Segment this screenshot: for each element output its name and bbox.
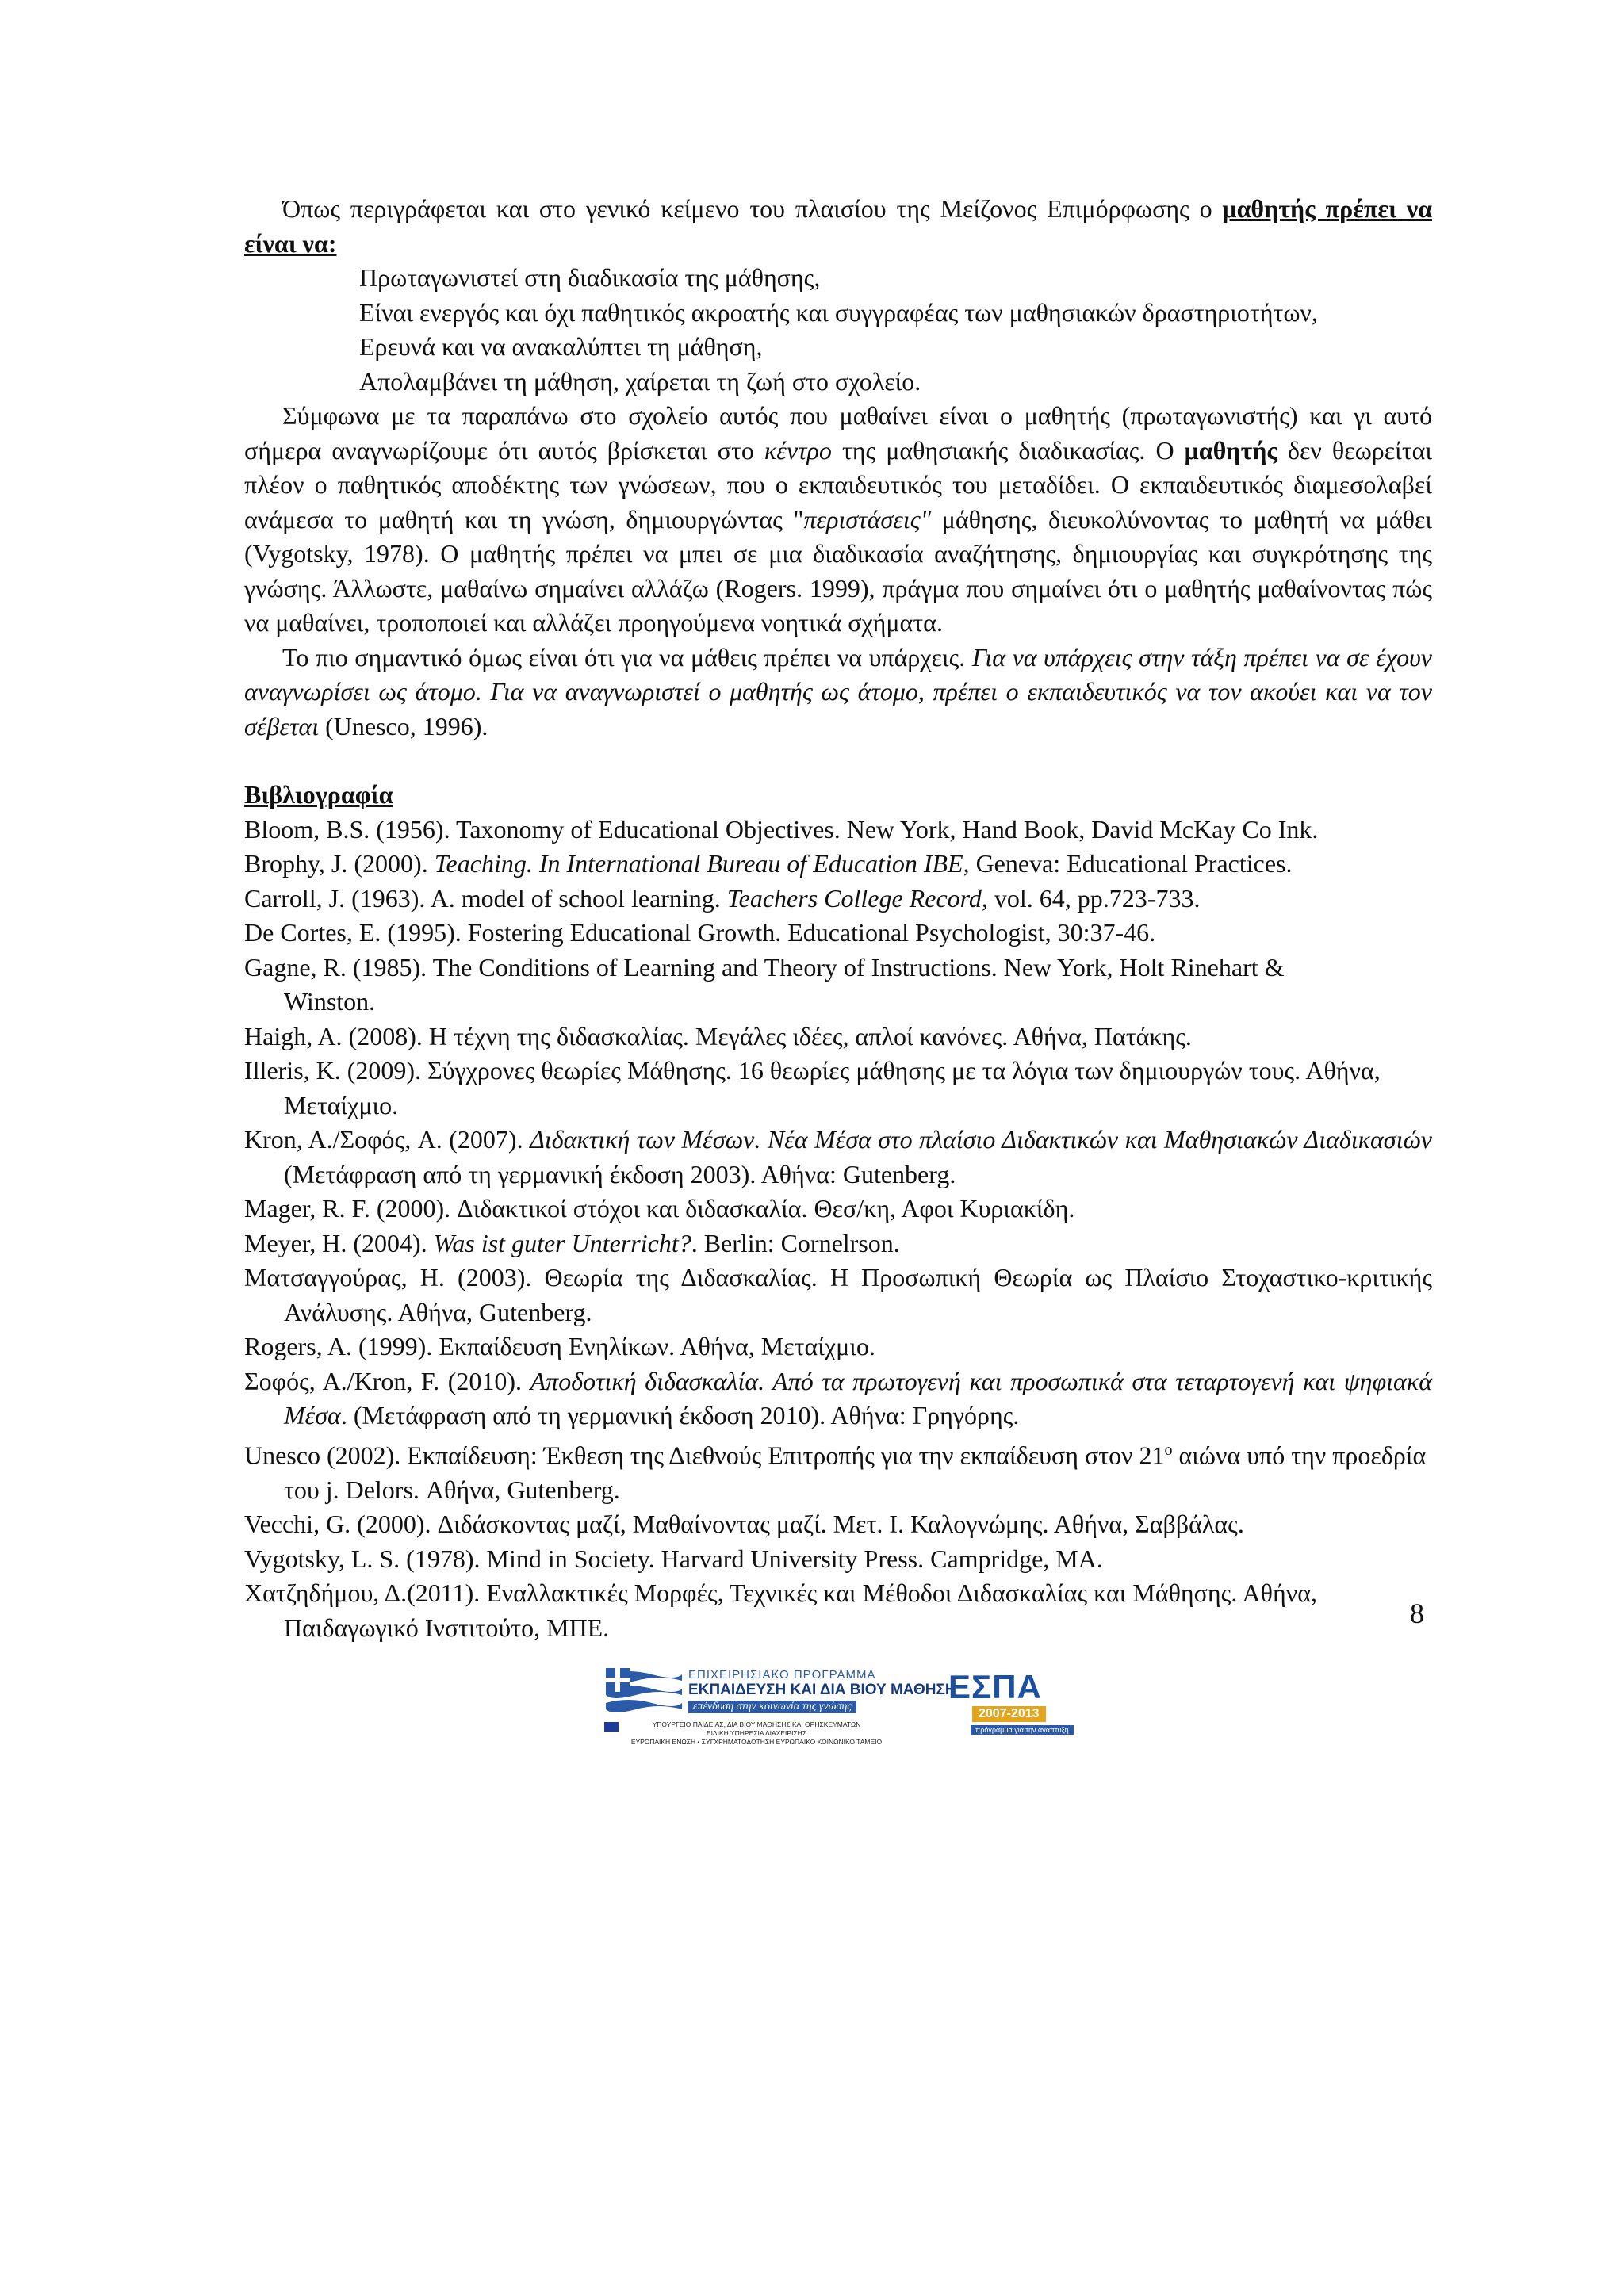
list-item: Είναι ενεργός και όχι παθητικός ακροατής και συγγραφέας των μαθησιακών δραστηριοτήτων, bbox=[359, 297, 1318, 327]
list-item: Πρωταγωνιστεί στη διαδικασία της μάθησης, bbox=[359, 263, 821, 292]
reference-item: Ματσαγγούρας, Η. (2003). Θεωρία της Διδασκαλίας. Η Προσωπική Θεωρία ως Πλαίσιο Στοχαστικο-κριτικής Ανάλυσης. Αθήνα, Gutenberg. bbox=[244, 1263, 1432, 1326]
reference-item bbox=[244, 882, 1432, 916]
reference-item: Gagne, R. (1985). The Conditions of Learning and Theory of Instructions. New York, Holt Rinehart & Winston. bbox=[244, 952, 1285, 1016]
reference-item bbox=[244, 847, 1432, 882]
reference-item: Vecchi, G. (2000). Διδάσκοντας μαζί, Μαθαίνοντας μαζί. Μετ. Ι. Καλογνώμης. Αθήνα, Σαββάλας. bbox=[244, 1510, 1244, 1539]
text-run: της μαθησιακής διαδικασίας. Ο bbox=[831, 435, 1185, 465]
superscript: ο bbox=[1164, 1441, 1173, 1459]
text-run: , Geneva: Educational Practices. bbox=[963, 849, 1293, 878]
text-run: Brophy, J. (2000). bbox=[244, 849, 435, 878]
reference-item bbox=[244, 1433, 1432, 1508]
espa-years: 2007-2013 bbox=[972, 1706, 1046, 1722]
sponsor-line: ΕΙΔΙΚΗ ΥΠΗΡΕΣΙΑ ΔΙΑΧΕΙΡΙΣΗΣ bbox=[706, 1729, 807, 1737]
program-label: ΕΠΙΧΕΙΡΗΣΙΑΚΟ ΠΡΟΓΡΑΜΜΑ bbox=[688, 1668, 876, 1682]
text-run: Unesco (2002). Εκπαίδευση: Έκθεση της Διεθνούς Επιτροπής για την εκπαίδευση στον 21 bbox=[244, 1441, 1165, 1470]
eu-flag-icon bbox=[604, 1722, 619, 1732]
text-run: (Unesco, 1996). bbox=[319, 711, 488, 740]
text-run: Carroll, J. (1963). A. model of school learning. bbox=[244, 883, 727, 913]
greek-wave-flag-icon bbox=[604, 1668, 684, 1717]
program-sponsors bbox=[622, 1720, 891, 1747]
reference-item: Illeris, K. (2009). Σύγχρονες θεωρίες Μάθησης. 16 θεωρίες μάθησης με τα λόγια των δημιουργών τους. Αθήνα, Μεταίχμιο. bbox=[244, 1056, 1381, 1119]
sponsor-line: ΕΥΡΩΠΑΪΚΗ ΕΝΩΣΗ • ΣΥΓΧΡΗΜΑΤΟΔΟΤΗΣΗ ΕΥΡΩΠΑΪΚΟ ΚΟΙΝΩΝΙΚΟ ΤΑΜΕΙΟ bbox=[630, 1738, 883, 1746]
text-run: (Μετάφραση από τη γερμανική έκδοση 2003). Αθήνα: Gutenberg. bbox=[284, 1159, 956, 1188]
bibliography-list bbox=[244, 813, 1432, 1646]
bibliography-heading: Βιβλιογραφία bbox=[244, 780, 393, 809]
reference-item: Χατζηδήμου, Δ.(2011). Εναλλακτικές Μορφές, Τεχνικές και Μέθοδοι Διδασκαλίας και Μάθησης. Αθήνα, Παιδαγωγικό Ινστιτούτο, ΜΠΕ. bbox=[244, 1578, 1317, 1642]
program-title: ΕΚΠΑΙΔΕΥΣΗ ΚΑΙ ΔΙΑ ΒΙΟΥ ΜΑΘΗΣΗ bbox=[688, 1682, 956, 1698]
italic-run: Διδακτική των Μέσων. Νέα Μέσα στο πλαίσιο Διδακτικών και Μαθησιακών Διαδικασιών bbox=[530, 1125, 1433, 1154]
bold-run: μαθητής bbox=[1184, 435, 1277, 465]
body-text bbox=[244, 192, 1432, 1645]
text-run: Σύμφωνα με τα παραπάνω στο σχολείο αυτός που μαθαίνει είναι ο μαθητής (πρωταγωνιστής) και γι αυτό σήμερα αναγνωρίζουμε ότι αυτός βρίσκεται στο bbox=[244, 401, 1432, 465]
page-number: 8 bbox=[1410, 1598, 1424, 1629]
sponsor-line: ΥΠΟΥΡΓΕΙΟ ΠΑΙΔΕΙΑΣ, ΔΙΑ ΒΙΟΥ ΜΑΘΗΣΗΣ ΚΑΙ ΘΡΗΣΚΕΥΜΑΤΩΝ bbox=[652, 1720, 861, 1728]
italic-run: περιστάσεις" bbox=[803, 504, 932, 534]
reference-item: Vygotsky, L. S. (1978). Mind in Society. Harvard University Press. Campridge, MA. bbox=[244, 1544, 1103, 1573]
italic-run: Teachers College Record bbox=[726, 883, 982, 913]
text-run: αιώνα υπό την προεδρία του j. Delors. Αθήνα, Gutenberg. bbox=[284, 1441, 1427, 1504]
reference-item bbox=[244, 1123, 1432, 1192]
italic-run: Για να υπάρχεις στην τάξη πρέπει να σε έχουν αναγνωρίσει ως άτομο. Για να αναγνωριστεί ο μαθητής ως άτομο, πρέπει ο εκπαιδευτικός να τον ακούει και να τον σέβεται bbox=[244, 642, 1433, 740]
text-run: δεν θεωρείται πλέον ο παθητικός αποδέκτης των γνώσεων, που ο εκπαιδευτικός του μεταδίδει. Ο εκπαιδευτικός διαμεσολαβεί ανάμεσα το μαθητή και τη γνώση, δημιουργώντας " bbox=[244, 435, 1432, 534]
list-item: Ερευνά και να ανακαλύπτει τη μάθηση, bbox=[359, 332, 763, 361]
intro-text: Όπως περιγράφεται και στο γενικό κείμενο του πλαισίου της Μείζονος Επιμόρφωσης ο bbox=[282, 194, 1223, 223]
italic-run: Was ist guter Unterricht? bbox=[433, 1228, 691, 1257]
text-run: Σοφός, Α./Kron, F. (2010). bbox=[244, 1366, 530, 1395]
paragraph-student-role bbox=[244, 399, 1432, 641]
espa-slogan: πρόγραμμα για την ανάπτυξη bbox=[971, 1725, 1074, 1735]
program-slogan: επένδυση στην κοινωνία της γνώσης bbox=[688, 1701, 856, 1713]
reference-item: De Cortes, E. (1995). Fostering Educational Growth. Educational Psychologist, 30:37-46. bbox=[244, 918, 1156, 947]
paragraph-recognition bbox=[244, 641, 1432, 744]
education-program-logo bbox=[604, 1668, 956, 1763]
reference-item: Rogers, A. (1999). Εκπαίδευση Ενηλίκων. Αθήνα, Μεταίχμιο. bbox=[244, 1332, 875, 1360]
italic-run: κέντρο bbox=[764, 435, 832, 465]
espa-wordmark: ΕΣΠΑ bbox=[948, 1668, 1042, 1705]
espa-logo bbox=[948, 1668, 1083, 1755]
reference-item bbox=[244, 1364, 1432, 1433]
spacer bbox=[244, 744, 1432, 778]
student-qualities-list bbox=[244, 261, 1432, 399]
reference-item: Mager, R. F. (2000). Διδακτικοί στόχοι και διδασκαλία. Θεσ/κη, Αφοι Κυριακίδη. bbox=[244, 1194, 1075, 1223]
text-run: . (Μετάφραση από τη γερμανική έκδοση 2010). Αθήνα: Γρηγόρης. bbox=[340, 1401, 1020, 1429]
text-run: Το πιο σημαντικό όμως είναι ότι για να μάθεις πρέπει να υπάρχεις. bbox=[282, 642, 972, 672]
text-run: , vol. 64, pp.723-733. bbox=[981, 883, 1201, 913]
text-run: . Berlin: Cornelrson. bbox=[691, 1228, 900, 1257]
reference-item: Bloom, B.S. (1956). Taxonomy of Educational Objectives. New York, Hand Book, David McKay Co Ink. bbox=[244, 814, 1319, 844]
list-item: Απολαμβάνει τη μάθηση, χαίρεται τη ζωή στο σχολείο. bbox=[359, 366, 921, 396]
reference-item bbox=[244, 1226, 1432, 1261]
intro-paragraph bbox=[244, 192, 1432, 261]
italic-run: Αποδοτική διδασκαλία. Από τα πρωτογενή και προσωπικά στα τεταρτογενή και ψηφιακά Μέσα bbox=[284, 1366, 1433, 1429]
reference-item: Haigh, A. (2008). Η τέχνη της διδασκαλίας. Μεγάλες ιδέες, απλοί κανόνες. Αθήνα, Πατάκης. bbox=[244, 1021, 1192, 1050]
text-run: μάθησης, διευκολύνοντας το μαθητή να μάθει (Vygotsky, 1978). Ο μαθητής πρέπει να μπει σε μια διαδικασία αναζήτησης, δημιουργίας και συγκρότησης της γνώσης. Άλλωστε, μαθαίνω σημαίνει αλλάζω (Rogers. 1999), πράγμα που σημαίνει ότι ο μαθητής μαθαίνοντας πώς να μαθαίνει, τροποποιεί και αλλάζει προηγούμενα νοητικά σχήματα. bbox=[244, 504, 1433, 637]
italic-run: Teaching. In International Bureau of Education IBE bbox=[434, 849, 963, 878]
text-run: Meyer, H. (2004). bbox=[244, 1228, 434, 1257]
intro-underlined-bold: μαθητής πρέπει να είναι να: bbox=[244, 194, 1433, 258]
text-run: Kron, A./Σοφός, A. (2007). bbox=[244, 1125, 530, 1154]
